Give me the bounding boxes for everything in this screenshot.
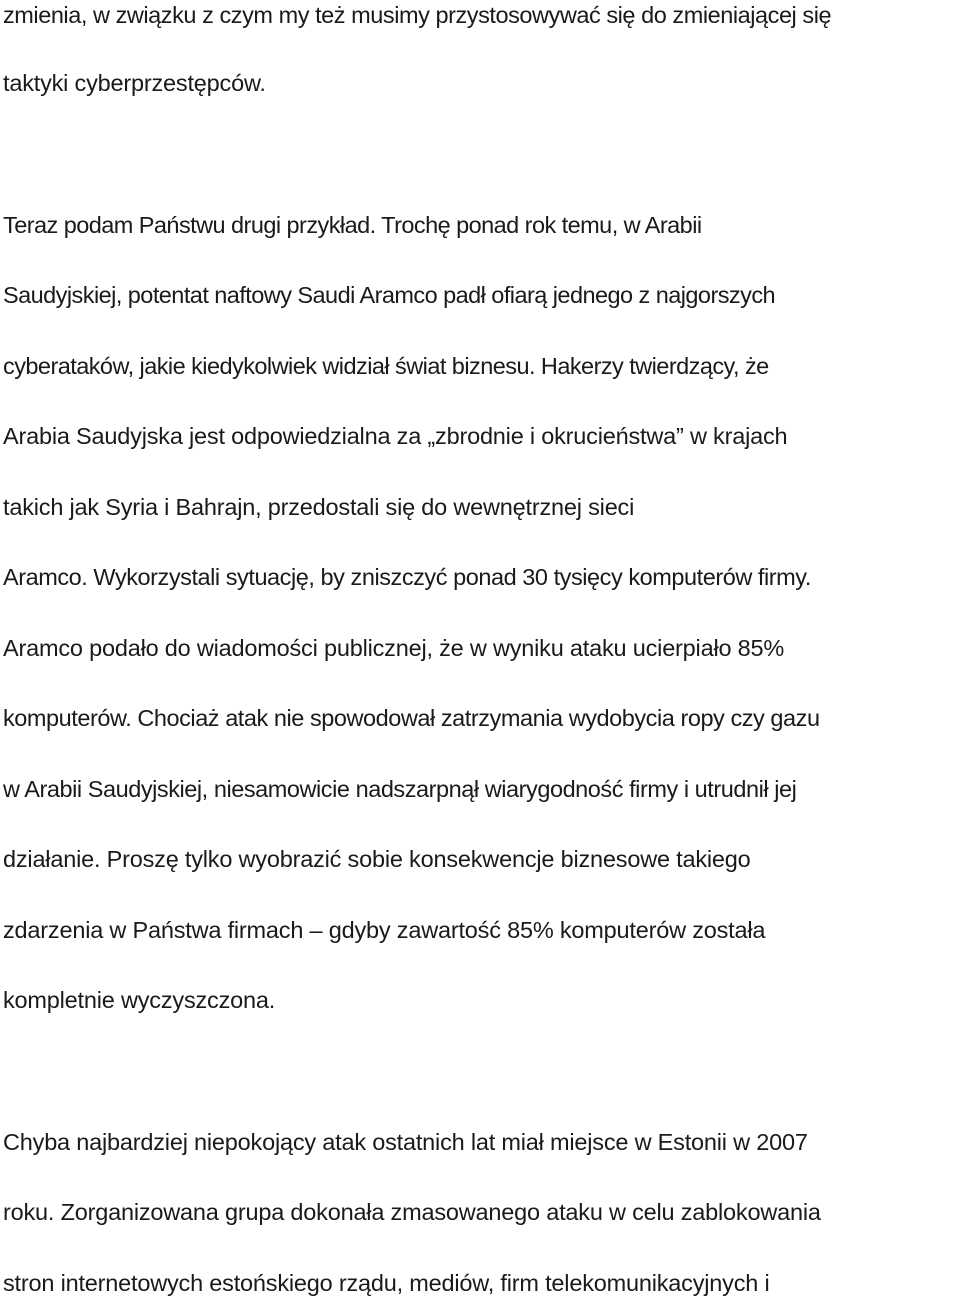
text-line: Saudyjskiej, potentat naftowy Saudi Aramco padł ofiarą jednego z najgorszych (3, 282, 776, 308)
text-line: Arabia Saudyjska jest odpowiedzialna za „zbrodnie i okrucieństwa” w krajach (3, 423, 788, 449)
text-line: cyberataków, jakie kiedykolwiek widział świat biznesu. Hakerzy twierdzący, że (3, 353, 769, 379)
text-line: zmienia, w związku z czym my też musimy przystosowywać się do zmieniającej się (3, 2, 832, 28)
text-line: takich jak Syria i Bahrajn, przedostali się do wewnętrznej sieci (3, 494, 635, 520)
text-line: Aramco podało do wiadomości publicznej, że w wyniku ataku ucierpiało 85% (3, 635, 785, 661)
text-line: kompletnie wyczyszczona. (3, 987, 276, 1013)
text-line: komputerów. Chociaż atak nie spowodował zatrzymania wydobycia ropy czy gazu (3, 705, 820, 731)
text-line: działanie. Proszę tylko wyobrazić sobie konsekwencje biznesowe takiego (3, 846, 751, 872)
text-line: stron internetowych estońskiego rządu, mediów, firm telekomunikacyjnych i (3, 1270, 770, 1296)
text-line: w Arabii Saudyjskiej, niesamowicie nadszarpnął wiarygodność firmy i utrudnił jej (3, 776, 797, 802)
text-line: roku. Zorganizowana grupa dokonała zmasowanego ataku w celu zablokowania (3, 1199, 821, 1225)
text-line: Teraz podam Państwu drugi przykład. Trochę ponad rok temu, w Arabii (3, 212, 702, 238)
text-line: zdarzenia w Państwa firmach – gdyby zawartość 85% komputerów została (3, 917, 766, 943)
text-line: taktyki cyberprzestępców. (3, 70, 266, 96)
text-line: Chyba najbardziej niepokojący atak ostatnich lat miał miejsce w Estonii w 2007 (3, 1129, 808, 1155)
text-line: Aramco. Wykorzystali sytuację, by zniszczyć ponad 30 tysięcy komputerów firmy. (3, 564, 811, 590)
